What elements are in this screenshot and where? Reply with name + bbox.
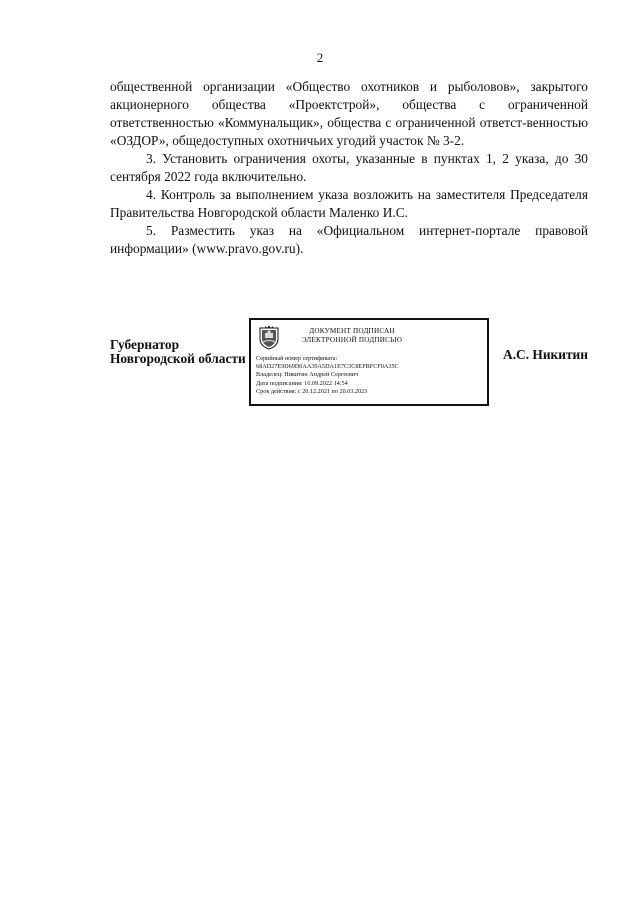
certificate-validity: Срок действия: с 20.12.2021 по 20.03.2023: [256, 387, 368, 395]
signatory-title-line1: Губернатор: [110, 337, 180, 352]
stamp-header-line2: ЭЛЕКТРОННОЙ ПОДПИСЬЮ: [301, 336, 403, 344]
page-number: 2: [316, 50, 324, 65]
signatory-title: [110, 338, 246, 366]
document-body: [110, 78, 588, 258]
stamp-details: [256, 355, 483, 396]
paragraph-continuation: общественной организации «Общество охотников и рыболовов», закрытого акционерного общества «Проектстрой», общества с ограниченной ответственностью «Коммунальщик», общества с ограниченной ответст-венностью «ОЗДОР», общедоступных охотничьих угодий участок № 3-2.: [110, 79, 588, 148]
stamp-header: [297, 327, 407, 345]
signatory-name: А.С. Никитин: [503, 347, 588, 362]
certificate-serial-label: Серийный номер сертификата:: [256, 355, 338, 362]
novgorod-coat-of-arms-icon: [258, 325, 280, 350]
signing-date: Дата подписания: 16.09.2022 14:54: [256, 379, 348, 387]
electronic-signature-stamp: [249, 318, 489, 406]
paragraph-5: 5. Разместить указ на «Официальном интернет-портале правовой информации» (www.pravo.gov.ru).: [110, 223, 588, 256]
certificate-serial-value: 68AD27E9D69D0AA39A5DA1E7C3C8EFBFCF0A35C: [256, 363, 399, 371]
certificate-owner: Владелец: Никитин Андрей Сергеевич: [256, 371, 359, 379]
paragraph-3: 3. Установить ограничения охоты, указанные в пунктах 1, 2 указа, до 30 сентября 2022 года включительно.: [110, 151, 588, 184]
paragraph-4: 4. Контроль за выполнением указа возложить на заместителя Председателя Правительства Новгородской области Маленко И.С.: [110, 187, 588, 220]
signatory-title-line2: Новгородской области: [110, 351, 246, 366]
stamp-header-line1: ДОКУМЕНТ ПОДПИСАН: [309, 327, 395, 335]
